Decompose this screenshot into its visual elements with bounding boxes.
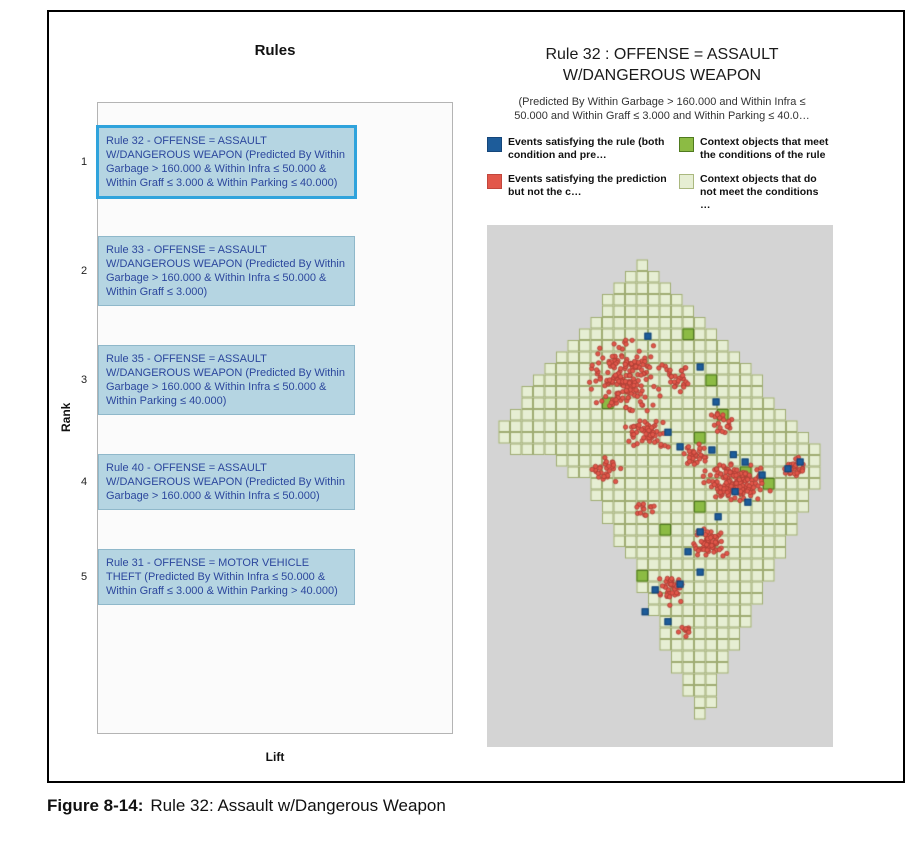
rule-detail-title-line: Rule 32 : OFFENSE = ASSAULT — [545, 46, 779, 63]
rule-detail-title-line: W/DANGEROUS WEAPON — [562, 67, 762, 84]
rule-row — [81, 549, 355, 605]
rule-bar-4[interactable]: Rule 40 - OFFENSE = ASSAULT W/DANGEROUS WEAPON (Predicted By Within Garbage > 160.000 & Within Infra ≤ 50.000) — [98, 454, 355, 510]
rule-detail-title — [487, 44, 837, 86]
legend-label: Context objects that meet the conditions of the rule — [700, 136, 829, 161]
rule-row — [81, 127, 355, 197]
rank-tick-label: 2 — [81, 265, 88, 277]
rule-row — [81, 236, 355, 306]
figure-8-14-panel — [47, 10, 905, 783]
legend-label: Context objects that do not meet the conditions … — [700, 173, 819, 211]
rule-detail-panel — [487, 44, 837, 747]
lift-axis-label: Lift — [265, 750, 285, 764]
map-legend — [487, 136, 837, 212]
figure-caption — [47, 796, 446, 816]
rule-detail-subtitle-line: (Predicted By Within Garbage > 160.000 and Within Infra ≤ — [518, 96, 806, 108]
dc-grid-map-canvas — [487, 225, 833, 747]
figure-caption-text: Rule 32: Assault w/Dangerous Weapon — [150, 796, 446, 815]
rule-bar-1[interactable]: Rule 32 - OFFENSE = ASSAULT W/DANGEROUS WEAPON (Predicted By Within Garbage > 160.000 & Within Infra ≤ 50.000 & Within Graff ≤ 3.000 & Within Parking ≤ 40.000) — [98, 127, 355, 197]
legend-item-events-prediction-only — [487, 173, 679, 212]
rule-detail-subtitle-line: 50.000 and Within Graff ≤ 3.000 and Within Parking ≤ 40.0… — [514, 110, 810, 122]
legend-item-events-satisfying-rule — [487, 136, 679, 162]
legend-swatch-red-icon — [487, 174, 502, 189]
rule-row — [81, 345, 355, 415]
rank-axis-label: Rank — [59, 402, 73, 432]
rules-plot-area — [81, 102, 453, 734]
legend-label: Events satisfying the prediction but not the c… — [508, 173, 667, 198]
rank-tick-label: 1 — [81, 156, 88, 168]
rank-tick-label: 3 — [81, 374, 88, 386]
figure-caption-label: Figure 8-14: — [47, 796, 144, 815]
rules-chart-title: Rules — [254, 42, 296, 59]
legend-swatch-blue-icon — [487, 137, 502, 152]
dc-grid-map — [487, 225, 833, 747]
legend-item-context-not-meet-conditions — [679, 173, 837, 212]
legend-swatch-green-icon — [679, 137, 694, 152]
legend-swatch-pale-green-icon — [679, 174, 694, 189]
rule-detail-subtitle — [487, 95, 837, 123]
rule-row — [81, 454, 355, 510]
rule-bar-2[interactable]: Rule 33 - OFFENSE = ASSAULT W/DANGEROUS WEAPON (Predicted By Within Garbage > 160.000 & Within Infra ≤ 50.000 & Within Graff ≤ 3.000) — [98, 236, 355, 306]
rank-tick-label: 4 — [81, 476, 88, 488]
legend-item-context-meet-conditions — [679, 136, 837, 162]
rank-tick-label: 5 — [81, 571, 88, 583]
rule-bar-5[interactable]: Rule 31 - OFFENSE = MOTOR VEHICLE THEFT (Predicted By Within Infra ≤ 50.000 & Within Graff ≤ 3.000 & Within Parking > 40.000) — [98, 549, 355, 605]
rule-bar-3[interactable]: Rule 35 - OFFENSE = ASSAULT W/DANGEROUS WEAPON (Predicted By Within Garbage > 160.000 & Within Infra ≤ 50.000 & Within Parking ≤ 40.000) — [98, 345, 355, 415]
legend-label: Events satisfying the rule (both condition and pre… — [508, 136, 665, 161]
